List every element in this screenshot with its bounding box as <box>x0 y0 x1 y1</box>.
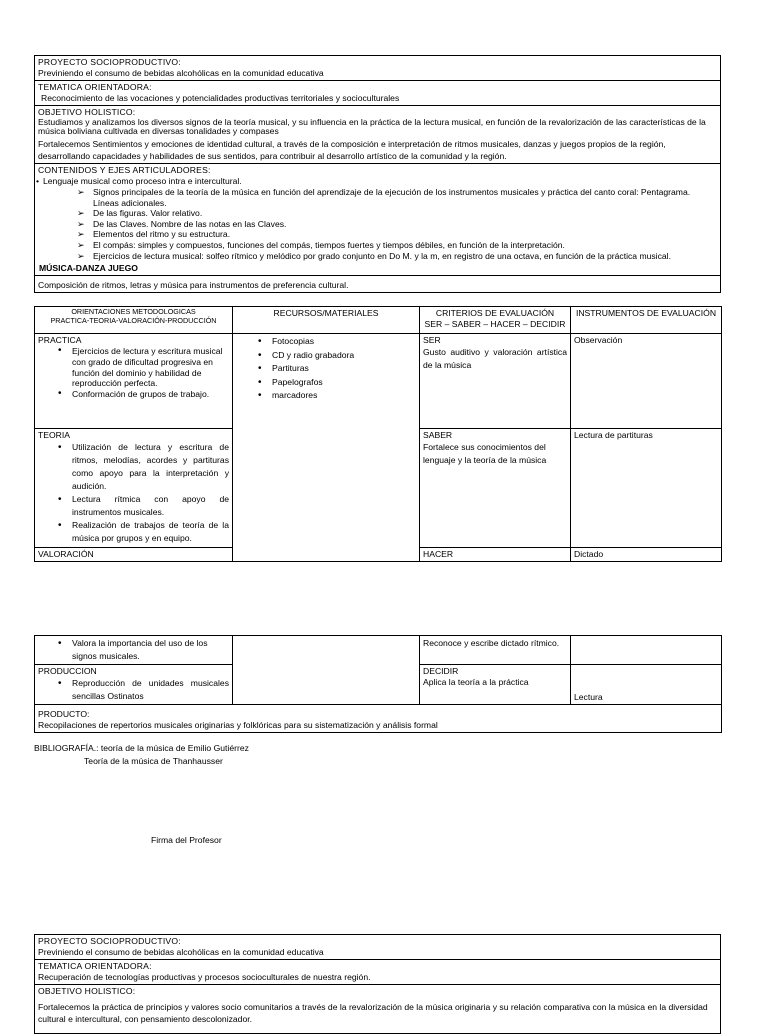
producto-label: PRODUCTO: <box>38 709 90 719</box>
teoria-item: • Realización de trabajos de teoría de la música por grupos y en equipo. <box>58 519 229 545</box>
proyecto-value: Previniendo el consumo de bebidas alcohólicas en la comunidad educativa <box>38 68 324 78</box>
contenidos-item: ➢ El compás: simples y compuestos, funciones del compás, tiempos fuertes y tiempos débiles, en función de la interpretación. <box>77 240 717 251</box>
tematica-value: Reconocimiento de las vocaciones y potencialidades productivas territoriales y socioculturales <box>41 93 400 103</box>
saber-cell <box>420 429 571 548</box>
decidir-label: DECIDIR <box>423 666 459 676</box>
recursos-list <box>236 335 416 403</box>
decidir-instrumento: Lectura <box>571 665 722 705</box>
valoracion-item: • Valora la importancia del uso de los signos musicales. <box>58 637 229 663</box>
ser-label: SER <box>423 335 441 345</box>
objetivo-paragraph-1: Estudiamos y analizamos los diversos signos de la teoría musical, y su influencia en la práctica de la lectura musical, en función de la revalorización de las características de la música boliviana cultivada en diversas tonalidades y compases <box>38 117 706 136</box>
objetivo-row <box>35 106 720 164</box>
saber-text: Fortalece sus conocimientos del lenguaje y la teoría de la música <box>423 442 547 465</box>
recurso-item: • Papelografos <box>258 376 416 390</box>
produccion-list <box>38 677 229 703</box>
objetivo-paragraph-2: Fortalecemos Sentimientos y emociones de identidad cultural, a través de la composición e interpretación de ritmos musicales, danzas y juegos propios de la región, desarrollando capacidades y habilidades de sus sentidos, para contribuir al desarrollo artístico de la comunidad y la región. <box>38 139 666 161</box>
teoria-item: • Lectura rítmica con apoyo de instrumentos musicales. <box>58 493 229 519</box>
bibliografia-line-1: BIBLIOGRAFÍA.: teoría de la música de Emilio Gutiérrez <box>34 743 249 753</box>
teoria-cell <box>35 429 233 548</box>
musica-danza-heading: MÚSICA-DANZA JUEGO <box>39 263 138 274</box>
ser-text: Gusto auditivo y valoración artística de la música <box>423 347 567 370</box>
table-row-producto <box>35 705 722 733</box>
contenidos-item: ➢ De las figuras. Valor relativo. <box>77 208 717 219</box>
recurso-item: • CD y radio grabadora <box>258 349 416 363</box>
ser-cell <box>420 334 571 429</box>
header-instrumentos: INSTRUMENTOS DE EVALUACIÓN <box>571 307 722 334</box>
composicion-row <box>35 276 720 292</box>
produccion-item: • Reproducción de unidades musicales sencillas Ostinatos <box>58 677 229 703</box>
produccion-label: PRODUCCION <box>38 666 97 676</box>
proyecto-row-2 <box>35 935 720 960</box>
header-criterios <box>420 307 571 334</box>
contenidos-item: ➢ Elementos del ritmo y su estructura. <box>77 229 717 240</box>
contenidos-row <box>35 164 720 276</box>
practica-item: • Conformación de grupos de trabajo. <box>58 389 229 400</box>
header-recursos: RECURSOS/MATERIALES <box>233 307 420 334</box>
contenidos-main-item: • Lenguaje musical como proceso intra e intercultural. <box>37 176 717 187</box>
saber-instrumento: Lectura de partituras <box>571 429 722 548</box>
producto-cell <box>35 705 722 733</box>
header-criterios-title: CRITERIOS DE EVALUACIÓN <box>435 308 555 318</box>
recursos-cell-empty <box>233 636 420 705</box>
practica-item: • Ejercicios de lectura y escritura musical con grado de dificultad progresiva en función del dominio y habilidad de reproducción perfecta. <box>58 346 229 389</box>
valoracion-cell <box>35 636 233 665</box>
recurso-item: • Fotocopias <box>258 335 416 349</box>
proyecto-label: PROYECTO SOCIOPRODUCTIVO: <box>38 57 181 67</box>
table-row-valoracion-cont <box>35 636 722 665</box>
recurso-item: • Partituras <box>258 362 416 376</box>
recursos-cell <box>233 334 420 562</box>
valoracion-label: VALORACIÓN <box>35 548 233 562</box>
evaluation-table-1 <box>34 306 721 562</box>
hacer-text: Reconoce y escribe dictado rítmico. <box>420 636 571 665</box>
objetivo-row-2 <box>35 985 720 1026</box>
proyecto-row <box>35 56 720 81</box>
header-criterios-sub: SER – SABER – HACER – DECIDIR <box>424 319 566 329</box>
saber-label: SABER <box>423 430 453 440</box>
evaluation-table-2 <box>34 635 721 733</box>
hacer-instrumento-empty <box>571 636 722 665</box>
valoracion-list <box>38 637 229 663</box>
ser-instrumento: Observación <box>571 334 722 429</box>
hacer-instrumento: Dictado <box>571 548 722 562</box>
contenidos-item: ➢ De las Claves. Nombre de las notas en las Claves. <box>77 219 717 230</box>
produccion-cell <box>35 665 233 705</box>
practica-cell <box>35 334 233 429</box>
proyecto-label-2: PROYECTO SOCIOPRODUCTIVO: <box>38 936 181 946</box>
plan-header-block-2 <box>34 934 721 1034</box>
contenidos-item: ➢ Signos principales de la teoría de la música en función del aprendizaje de la ejecución de los instrumentos musicales y práctica del canto coral: Pentagrama. Líneas adicionales. <box>77 187 717 208</box>
tematica-value-2: Recuperación de tecnologías productivas y procesos socioculturales de nuestra región. <box>38 972 371 982</box>
decidir-cell <box>420 665 571 705</box>
contenidos-item: ➢ Ejercicios de lectura musical: solfeo rítmico y melódico por grado conjunto en Do M. y la m, en registro de una octava, en función de la práctica musical. <box>77 251 717 262</box>
contenidos-label: CONTENIDOS Y EJES ARTICULADORES: <box>38 165 211 175</box>
recurso-item: • marcadores <box>258 389 416 403</box>
header-orientaciones-title: ORIENTACIONES METODOLOGICAS <box>71 307 196 316</box>
practica-label: PRACTICA <box>38 335 82 345</box>
tematica-row <box>35 81 720 106</box>
objetivo-label-2: OBJETIVO HOLISTICO: <box>38 986 136 996</box>
tematica-label: TEMATICA ORIENTADORA: <box>38 82 152 92</box>
tematica-row-2 <box>35 960 720 985</box>
teoria-item: • Utilización de lectura y escritura de ritmos, melodías, acordes y partituras como apoyo para la interpretación y audición. <box>58 441 229 493</box>
table-header-row <box>35 307 722 334</box>
table-row-practica <box>35 334 722 429</box>
plan-header-block <box>34 55 721 293</box>
objetivo-paragraph-2-1: Fortalecemos la práctica de principios y valores socio comunitarios a través de la revalorización de la música originaria y su relación comparativa con la música en la diversidad cultural e intercultural, con pensamiento descolonizador. <box>38 1002 708 1024</box>
proyecto-value-2: Previniendo el consumo de bebidas alcohólicas en la comunidad educativa <box>38 947 324 957</box>
teoria-list <box>38 441 229 545</box>
bibliografia <box>34 743 249 767</box>
hacer-label: HACER <box>420 548 571 562</box>
header-orientaciones <box>35 307 233 334</box>
contenidos-main-list <box>37 176 717 187</box>
practica-list <box>38 346 229 400</box>
composicion-text: Composición de ritmos, letras y música para instrumentos de preferencia cultural. <box>38 280 349 291</box>
bibliografia-line-2: Teoría de la música de Thanhausser <box>84 756 223 766</box>
decidir-text: Aplica la teoría a la práctica <box>423 677 529 687</box>
header-orientaciones-sub: PRACTICA-TEORIA-VALORACIÓN-PRODUCCIÓN <box>50 315 217 325</box>
producto-value: Recopilaciones de repertorios musicales originarias y folklóricas para su sistematización y análisis formal <box>38 720 438 730</box>
contenidos-sub-list <box>35 187 717 261</box>
firma-profesor: Firma del Profesor <box>151 835 222 845</box>
teoria-label: TEORIA <box>38 430 70 440</box>
tematica-label-2: TEMATICA ORIENTADORA: <box>38 961 152 971</box>
objetivo-label: OBJETIVO HOLISTICO: <box>38 107 136 117</box>
